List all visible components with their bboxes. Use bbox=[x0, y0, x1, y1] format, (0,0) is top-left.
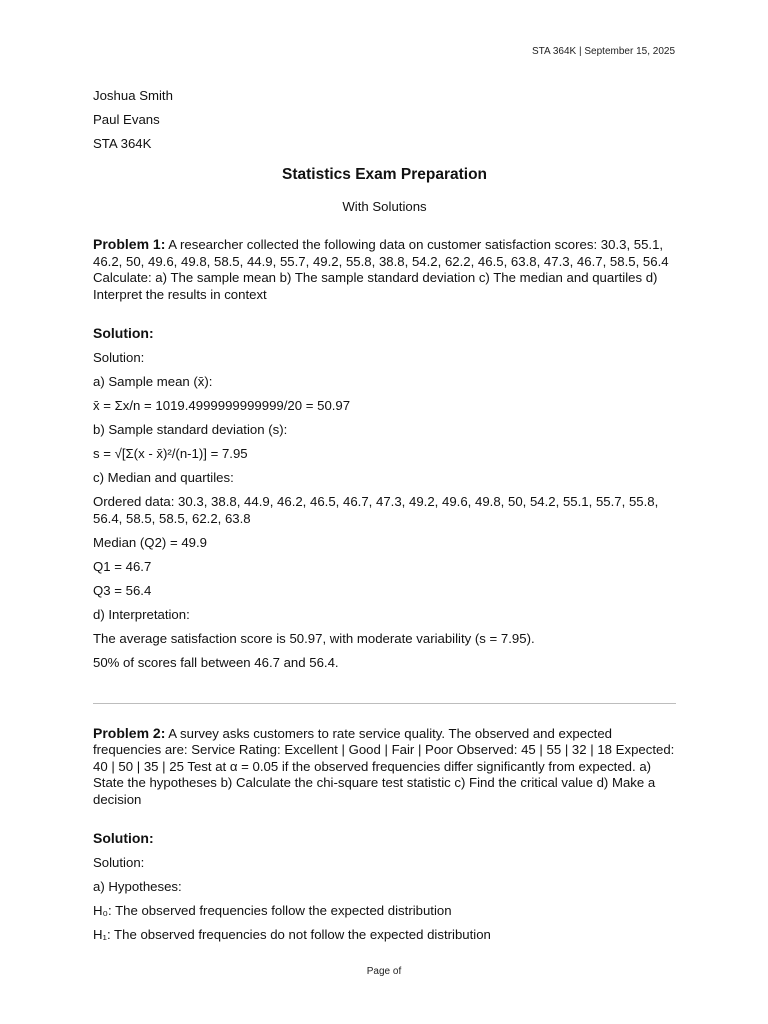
document-title: Statistics Exam Preparation bbox=[281, 165, 488, 183]
author-name: Joshua Smith bbox=[93, 88, 173, 103]
problem-2-text: A survey asks customers to rate service quality. The observed and expected frequencies are: Service Rating: Excellent | Good | Fair | Poor Observed: 45 | 55 | 32 | 18 Expected: 40 | 50 | 35 | 25 Test at α = 0.05 if the observed frequencies differ significantly from expected. a) State the hypotheses b) Calculate the chi-square test statistic c) Find the critical value d) Make a decision bbox=[93, 725, 675, 807]
problem-1-solution bbox=[93, 350, 676, 672]
solution-line: Solution: bbox=[93, 854, 145, 870]
solution-line: Q3 = 56.4 bbox=[93, 582, 152, 598]
author-name: Paul Evans bbox=[93, 112, 160, 127]
running-header: STA 364K | September 15, 2025 bbox=[531, 46, 675, 57]
page-footer: Page of bbox=[366, 966, 402, 977]
solution-line: Q1 = 46.7 bbox=[93, 558, 152, 574]
document-subtitle: With Solutions bbox=[342, 198, 427, 214]
solution-line: Ordered data: 30.3, 38.8, 44.9, 46.2, 46.5, 46.7, 47.3, 49.2, 49.6, 49.8, 50, 54.2, 55.1, 55.7, 55.8, 56.4, 58.5, 58.5, 62.2, 63.8 bbox=[93, 494, 659, 526]
solution-line: H₁: The observed frequencies do not follow the expected distribution bbox=[93, 926, 491, 942]
problem-1-solution-heading: Solution: bbox=[93, 325, 154, 341]
solution-line: The average satisfaction score is 50.97, with moderate variability (s = 7.95). bbox=[93, 631, 535, 647]
solution-line: a) Hypotheses: bbox=[93, 878, 182, 894]
solution-line: a) Sample mean (x̄): bbox=[93, 373, 213, 389]
problem-2-solution bbox=[93, 855, 676, 944]
solution-line: Median (Q2) = 49.9 bbox=[93, 534, 207, 550]
problem-1-label: Problem 1: bbox=[93, 236, 166, 252]
problem-2-label: Problem 2: bbox=[93, 724, 166, 741]
solution-line: H₀: The observed frequencies follow the expected distribution bbox=[93, 902, 452, 918]
solution-line: Solution: bbox=[93, 349, 145, 365]
document-body bbox=[93, 88, 676, 951]
problem-1 bbox=[93, 236, 676, 303]
solution-line: s = √[Σ(x - x̄)²/(n-1)] = 7.95 bbox=[93, 445, 248, 461]
solution-line: 50% of scores fall between 46.7 and 56.4. bbox=[93, 655, 339, 671]
solution-line: b) Sample standard deviation (s): bbox=[93, 421, 288, 437]
solution-line: d) Interpretation: bbox=[93, 606, 190, 622]
solution-line: x̄ = Σx/n = 1019.4999999999999/20 = 50.97 bbox=[93, 397, 351, 413]
solution-line: c) Median and quartiles: bbox=[93, 469, 234, 485]
course-code: STA 364K bbox=[93, 136, 152, 151]
problem-2-solution-heading: Solution: bbox=[93, 830, 154, 847]
problem-1-text: A researcher collected the following data on customer satisfaction scores: 30.3, 55.1, 46.2, 50, 49.6, 49.8, 58.5, 44.9, 55.7, 49.2, 55.8, 38.8, 54.2, 62.2, 46.5, 63.8, 47.3, 46.7, 58.5, 56.4 Calculate: a) The sample mean b) The sample standard deviation c) The median and quartiles d) Interpret the results in context bbox=[93, 237, 669, 302]
section-divider bbox=[93, 703, 676, 704]
problem-2 bbox=[93, 725, 676, 809]
